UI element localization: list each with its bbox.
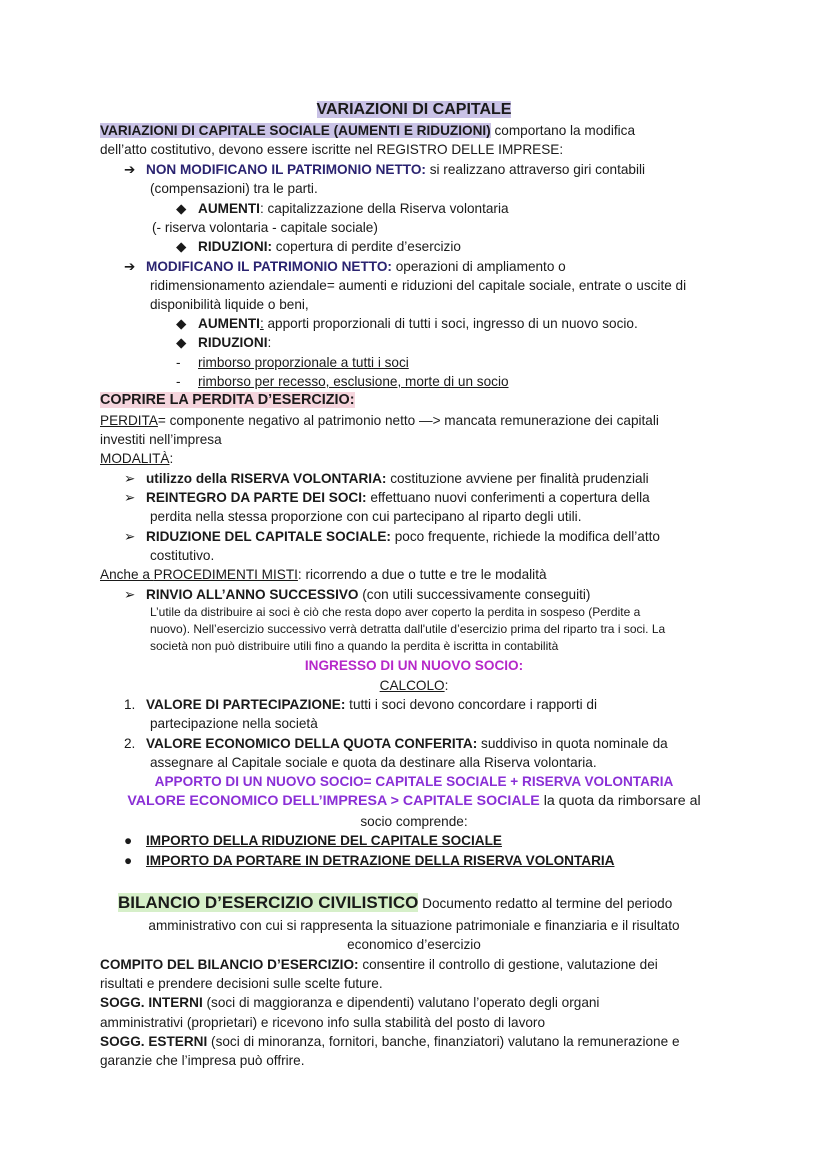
modalita-label: MODALITÀ:	[100, 451, 174, 466]
non-modificano-line: ➔ NON MODIFICANO IL PATRIMONIO NETTO: si realizzano attraverso giri contabili	[124, 162, 646, 177]
arrow-icon: ➔	[124, 162, 136, 177]
procedimenti-misti-line: Anche a PROCEDIMENTI MISTI: ricorrendo a due o tutte e tre le modalità	[100, 567, 547, 582]
bilancio-line-2: amministrativo con cui si rappresenta la situazione patrimoniale e finanziaria e il risultato	[148, 918, 680, 933]
diamond-icon: ◆	[176, 335, 187, 350]
aumenti-line-2: ◆ AUMENTI: apporti proporzionali di tutti i soci, ingresso di un nuovo socio.	[176, 316, 638, 331]
modalita-item-2-line-2: perdita nella stessa proporzione con cui partecipano al riparto degli utili.	[150, 509, 582, 524]
section-variazioni-title: VARIAZIONI DI CAPITALE	[316, 101, 512, 118]
apporto-formula: APPORTO DI UN NUOVO SOCIO= CAPITALE SOCIALE + RISERVA VOLONTARIA	[154, 774, 674, 789]
diamond-icon: ◆	[176, 201, 187, 216]
arrowhead-icon: ➢	[124, 529, 136, 544]
rinvio-note-1: L’utile da distribuire ai soci è ciò che resta dopo aver coperto la perdita in sospeso (Perdite a	[150, 605, 641, 619]
rimborso-item-1: - rimborso proporzionale a tutti i soci	[176, 355, 409, 370]
modificano-line-3: disponibilità liquide o beni,	[150, 297, 309, 312]
calcolo-label: CALCOLO:	[379, 678, 449, 693]
importo-item-1: ● IMPORTO DELLA RIDUZIONE DEL CAPITALE SOCIALE	[124, 833, 502, 848]
intro-line-2: dell’atto costitutivo, devono essere iscritte nel REGISTRO DELLE IMPRESE:	[100, 142, 564, 157]
arrowhead-icon: ➢	[124, 471, 136, 486]
rinvio-line: ➢ RINVIO ALL’ANNO SUCCESSIVO (con utili successivamente conseguiti)	[124, 587, 591, 602]
calcolo-item-2: 2. VALORE ECONOMICO DELLA QUOTA CONFERITA: suddiviso in quota nominale da	[124, 736, 668, 751]
valore-economico-line-2: socio comprende:	[360, 814, 468, 829]
diamond-icon: ◆	[176, 316, 187, 331]
riserva-note: (- riserva volontaria - capitale sociale)	[152, 220, 378, 235]
interni-line: SOGG. INTERNI (soci di maggioranza e dipendenti) valutano l’operato degli organi	[100, 995, 600, 1010]
bullet-icon: ●	[124, 833, 133, 848]
compito-line-2: risultati e prendere decisioni sulle scelte future.	[100, 976, 383, 991]
riduzioni-line-2: ◆ RIDUZIONI:	[176, 335, 272, 350]
rinvio-note-2: nuovo). Nell’esercizio successivo verrà detratta dall'utile d’esercizio prima del riparto tra i soci. La	[150, 622, 666, 636]
bullet-icon: ●	[124, 853, 133, 868]
aumenti-line-1: ◆ AUMENTI: capitalizzazione della Riserva volontaria	[176, 201, 509, 216]
modalita-item-3: ➢ RIDUZIONE DEL CAPITALE SOCIALE: poco frequente, richiede la modifica dell’atto	[124, 529, 660, 544]
bilancio-title-line: BILANCIO D’ESERCIZIO CIVILISTICO Documento redatto al termine del periodo	[118, 893, 673, 912]
calcolo-item-2-line-2: assegnare al Capitale sociale e quota da destinare alla Riserva volontaria.	[150, 755, 597, 770]
arrowhead-icon: ➢	[124, 490, 136, 505]
dash-icon: -	[176, 374, 181, 389]
arrowhead-icon: ➢	[124, 587, 136, 602]
dash-icon: -	[176, 355, 181, 370]
modalita-item-2: ➢ REINTEGRO DA PARTE DEI SOCI: effettuano nuovi conferimenti a copertura della	[124, 490, 650, 505]
bilancio-line-3: economico d’esercizio	[347, 937, 481, 952]
modificano-line-2: ridimensionamento aziendale= aumenti e riduzioni del capitale sociale, entrate o uscite di	[150, 278, 687, 293]
calcolo-item-1: 1. VALORE DI PARTECIPAZIONE: tutti i soci devono concordare i rapporti di	[124, 697, 598, 712]
section-perdita-title: COPRIRE LA PERDITA D’ESERCIZIO:	[100, 392, 355, 408]
importo-item-2: ● IMPORTO DA PORTARE IN DETRAZIONE DELLA RISERVA VOLONTARIA	[124, 853, 615, 868]
perdita-line-2: investiti nell’impresa	[100, 432, 222, 447]
esterni-line-2: garanzie che l’impresa può offrire.	[100, 1053, 305, 1068]
modificano-line: ➔ MODIFICANO IL PATRIMONIO NETTO: operazioni di ampliamento o	[124, 259, 566, 274]
intro-line: VARIAZIONI DI CAPITALE SOCIALE (AUMENTI E RIDUZIONI) comportano la modifica	[100, 123, 636, 138]
riduzioni-line-1: ◆ RIDUZIONI: copertura di perdite d’esercizio	[176, 239, 461, 254]
calcolo-item-1-line-2: partecipazione nella società	[150, 716, 318, 731]
perdita-line: PERDITA= componente negativo al patrimonio netto —> mancata remunerazione dei capitali	[100, 413, 659, 428]
rimborso-item-2: - rimborso per recesso, esclusione, morte di un socio	[176, 374, 509, 389]
modalita-item-1: ➢ utilizzo della RISERVA VOLONTARIA: costituzione avviene per finalità prudenziali	[124, 471, 649, 486]
modalita-item-3-line-2: costitutivo.	[150, 548, 215, 563]
rinvio-note-3: società non può distribuire utili fino a quando la perdita è iscritta in contabilità	[150, 639, 559, 653]
valore-economico-line: VALORE ECONOMICO DELL’IMPRESA > CAPITALE SOCIALE la quota da rimborsare al	[127, 793, 701, 809]
diamond-icon: ◆	[176, 239, 187, 254]
arrow-icon: ➔	[124, 259, 136, 274]
esterni-line: SOGG. ESTERNI (soci di minoranza, fornitori, banche, finanziatori) valutano la remunerazione e	[100, 1034, 680, 1049]
non-modificano-line-2: (compensazioni) tra le parti.	[150, 181, 318, 196]
section-nuovo-socio-title: INGRESSO DI UN NUOVO SOCIO:	[304, 658, 524, 673]
compito-line: COMPITO DEL BILANCIO D’ESERCIZIO: consentire il controllo di gestione, valutazione dei	[100, 957, 658, 972]
interni-line-2: amministrativi (proprietari) e ricevono info sulla stabilità del posto di lavoro	[100, 1015, 546, 1030]
